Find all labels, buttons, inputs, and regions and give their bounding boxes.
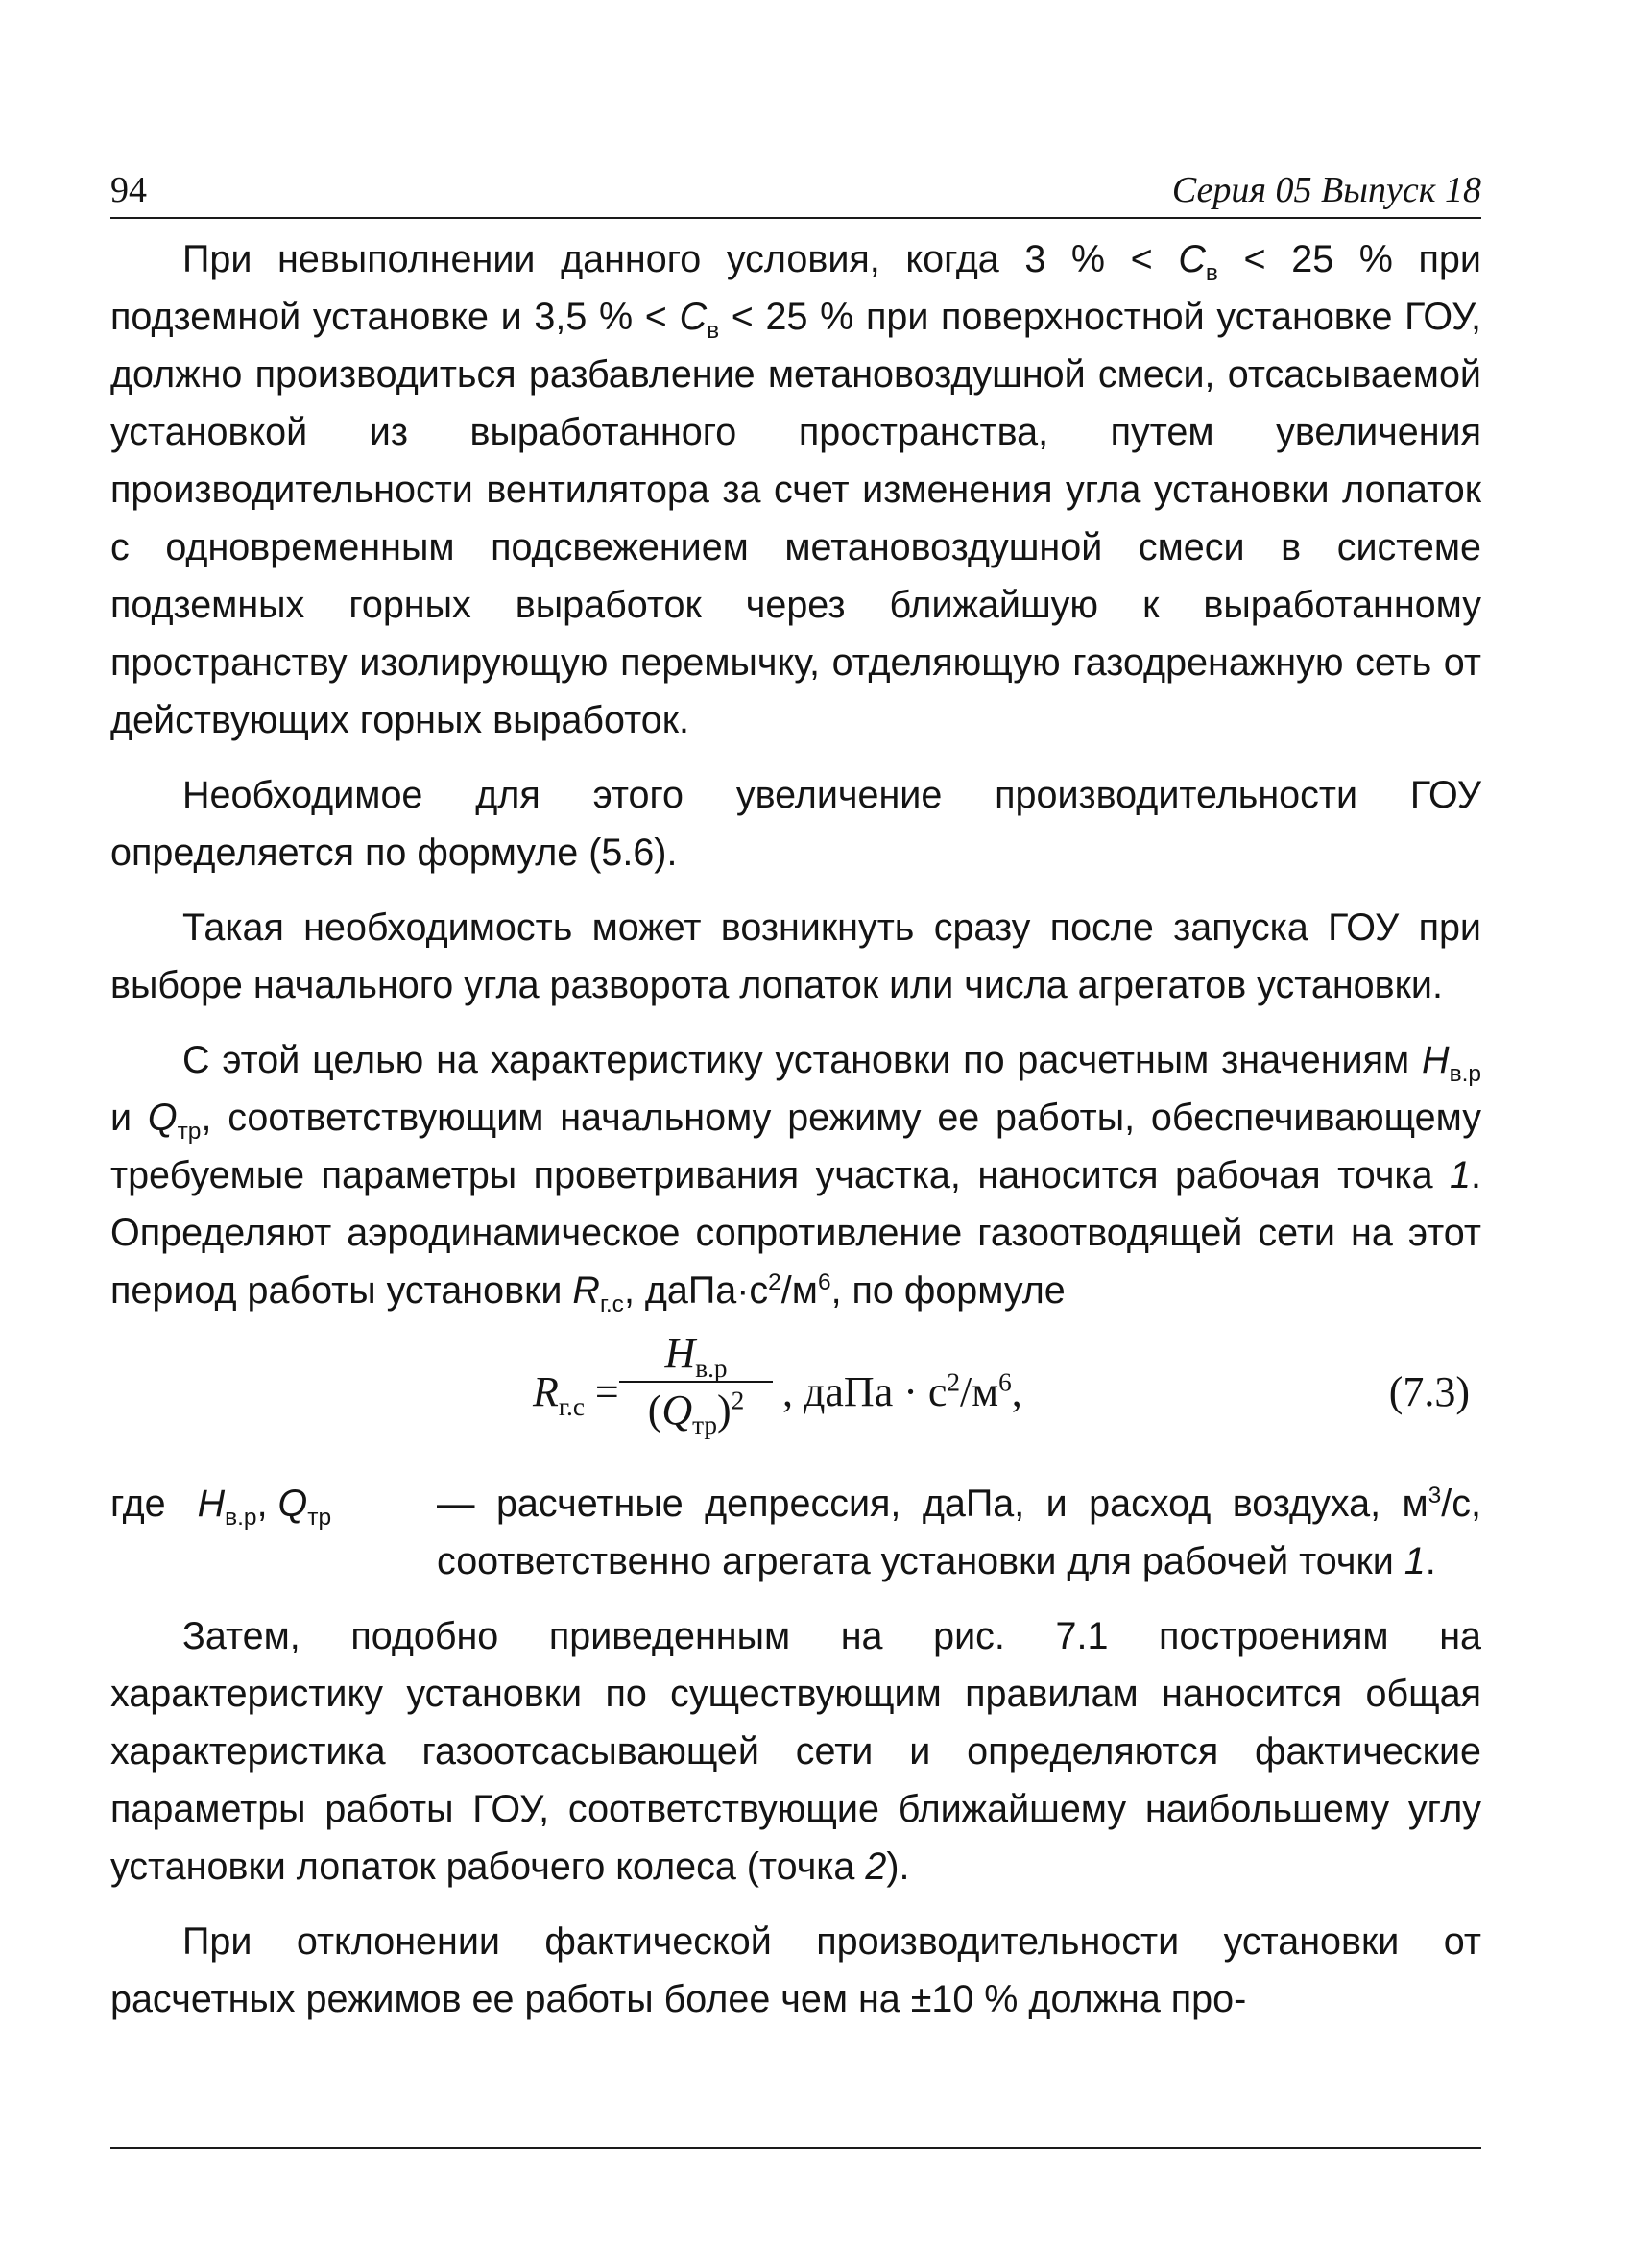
- formula-numerator: $H_{в.р}$: [664, 1330, 728, 1383]
- paragraph-5: Затем, подобно приведенным на рис. 7.1 построениям на характеристику установки по существующим правилам наносится общая характеристика газоотсасывающей сети и определяются фактические параметры работы ГОУ, соответствующие ближайшему наибольшему углу установки лопаток рабочего колеса (точка 2).: [110, 1615, 1481, 1888]
- paragraph-2: Необходимое для этого увеличение производительности ГОУ определяется по формуле (5.6).: [110, 774, 1481, 874]
- legend-symbols: где $H_{в.р}$, $Q_{тр}$: [110, 1483, 332, 1531]
- legend-description: — расчетные депрессия, даПа, и расход воздуха, $м^3/с$, соответственно агрегата установки для рабочей точки 1.: [437, 1482, 1481, 1582]
- paragraph-6: При отклонении фактической производительности установки от расчетных режимов ее работы более чем на ±10 % должна про-: [110, 1920, 1481, 2020]
- paragraph-3: Такая необходимость может возникнуть сразу после запуска ГОУ при выборе начального угла разворота лопаток или числа агрегатов установки.: [110, 906, 1481, 1006]
- page-number: 94: [110, 170, 147, 210]
- formula-number: (7.3): [1388, 1368, 1470, 1415]
- formula-denominator: $(Q_{тр})^2$: [647, 1386, 745, 1439]
- footer-rule: [110, 2147, 1481, 2149]
- formula-lhs: $R_{г.с}$ =: [533, 1368, 619, 1421]
- page-header: [110, 171, 1481, 219]
- page-body: [110, 230, 1481, 2028]
- formula-7-3: [110, 1327, 1481, 1461]
- formula-legend: [110, 1475, 1481, 1590]
- formula-units: , даПа · $с^2/м^6$,: [782, 1367, 1022, 1415]
- formula-fraction: [619, 1327, 773, 1438]
- series-title: Серия 05 Выпуск 18: [1171, 170, 1481, 210]
- paragraph-4: С этой целью на характеристику установки по расчетным значениям $H_{в.р}$ и $Q_{тр}$, соответствующим начальному режиму ее работы, обеспечивающему требуемые параметры проветривания участка, наносится рабочая точка 1. Определяют аэродинамическое сопротивление газоотводящей сети на этот период работы установки $R_{г.с}$, $даПа\cdot с^2/м^6$, по формуле: [110, 1039, 1481, 1317]
- paragraph-1: При невыполнении данного условия, когда 3 % < $C_в < 25$ % при подземной установке и 3,5 % < $C_в < 25$ % при поверхностной установке ГОУ, должно производиться разбавление метановоздушной смеси, отсасываемой установкой из выработанного пространства, путем увеличения производительности вентилятора за счет изменения угла установки лопаток с одновременным подсвежением метановоздушной смеси в системе подземных горных выработок через ближайшую к выработанному пространству изолирующую перемычку, отделяющую газодренажную сеть от действующих горных выработок.: [110, 238, 1482, 741]
